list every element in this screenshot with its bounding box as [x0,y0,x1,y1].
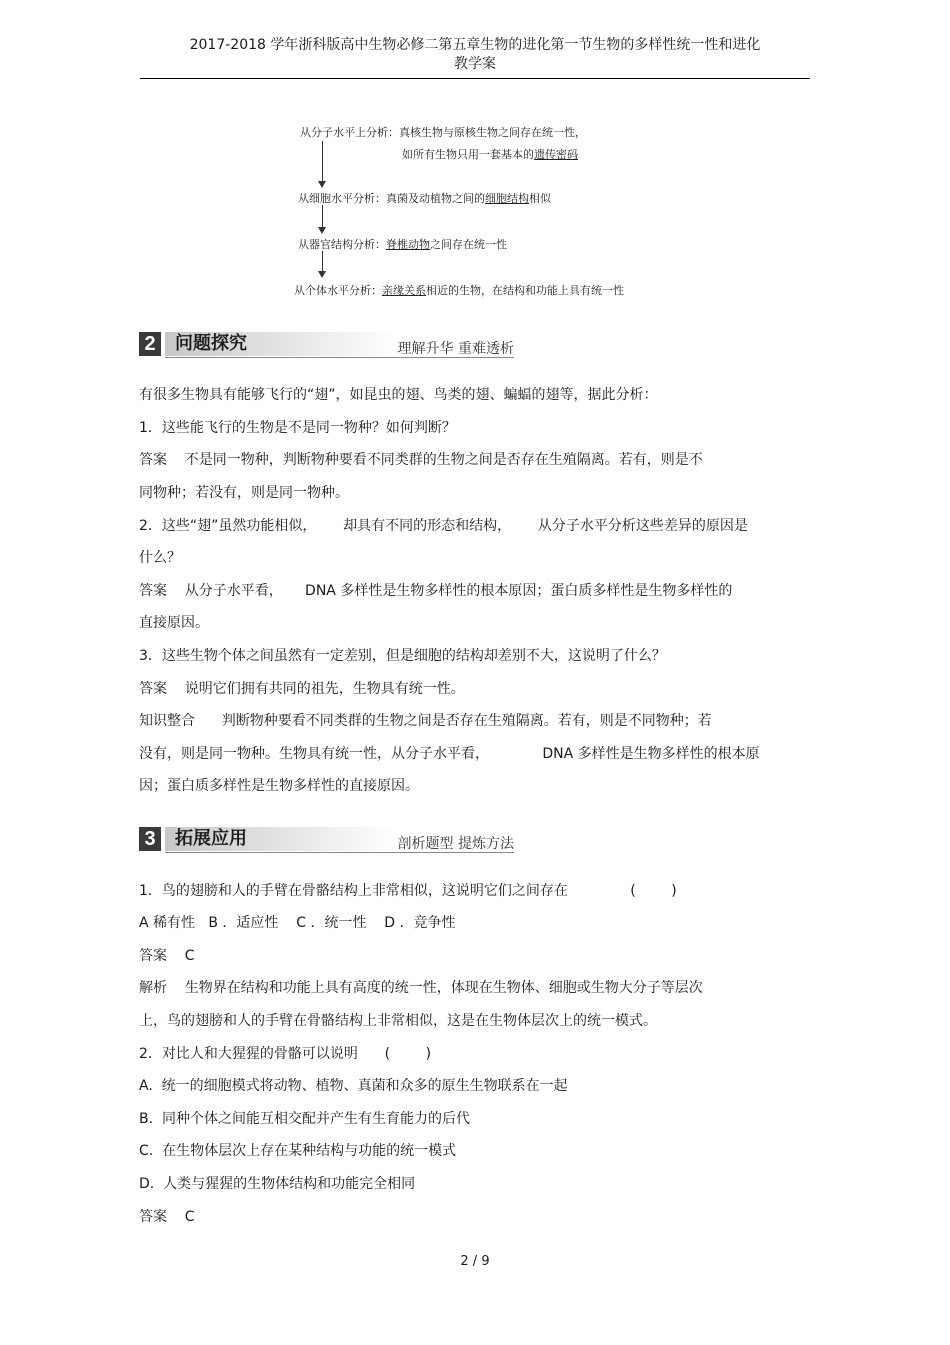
flow-step-molecular-example [402,146,578,162]
section-heading-inquiry [139,332,514,356]
option-line: D. 人类与猩猩的生物体结构和功能完全相同 [139,1176,416,1192]
flow-arrow-head [318,271,326,278]
flow-text: 从个体水平分析： [294,284,382,297]
summary-line: 知识整合 判断物种要看不同类群的生物之间是否存在生殖隔离。若有，则是不同物种；若 [139,713,712,729]
flow-arrow-line [322,251,323,273]
flow-text: 之间存在统一性 [430,238,507,251]
page-number: 2 / 9 [460,1254,490,1269]
question-line: 什么？ [139,550,181,566]
flow-arrow-head [318,181,326,188]
answer-line: 答案 从分子水平看， DNA 多样性是生物多样性的根本原因；蛋白质多样性是生物多样性的 [139,583,733,599]
flow-underline-term: 亲缘关系 [382,284,426,297]
section-heading-application [139,827,514,851]
flow-text: 从细胞水平分析：真菌及动植物之间的 [298,192,485,205]
answer-line: 答案 不是同一物种，判断物种要看不同类群的生物之间是否存在生殖隔离。若有，则是不 [139,452,703,468]
flow-text: 如所有生物只用一套基本的 [402,148,534,161]
summary-line: 没有，则是同一物种。生物具有统一性，从分子水平看， DNA 多样性是生物多样性的根本原 [139,746,760,762]
option-line: A 稀有性 B ．适应性 C ．统一性 D ．竞争性 [139,915,456,931]
answer-line: 答案 说明它们拥有共同的祖先，生物具有统一性。 [139,681,465,697]
flow-underline-term: 脊椎动物 [386,238,430,251]
analysis-line: 上，鸟的翅膀和人的手臂在骨骼结构上非常相似，这是在生物体层次上的统一模式。 [139,1013,657,1029]
question-line: 2．这些“翅”虽然功能相似， 却具有不同的形态和结构， 从分子水平分析这些差异的原因是 [139,518,748,534]
flow-underline-term: 细胞结构 [485,192,529,205]
answer-line: 答案 C [139,1209,195,1225]
section-rule [165,357,514,358]
question-line: 1．这些能飞行的生物是不是同一物种？如何判断？ [139,420,456,436]
section-number: 3 [139,827,161,851]
option-line: B. 同种个体之间能互相交配并产生有生育能力的后代 [139,1111,470,1127]
flow-step-individual [294,282,624,298]
section-subtitle: 理解升华 重难透析 [397,341,514,357]
question-line: 2．对比人和大猩猩的骨骼可以说明 ( ) [139,1046,432,1062]
section-subtitle: 剖析题型 提炼方法 [397,836,514,852]
question-line: 1．鸟的翅膀和人的手臂在骨骼结构上非常相似，这说明它们之间存在 ( ) [139,883,677,899]
flow-step-organ [298,236,507,252]
flow-arrow-line [322,205,323,229]
flow-step-cell [298,190,551,206]
text-line: 有很多生物具有能够飞行的“翅”，如昆虫的翅、鸟类的翅、蝙蝠的翅等，据此分析： [139,387,658,403]
answer-line: 答案 C [139,948,195,964]
flow-text: 从器官结构分析： [298,238,386,251]
flow-step-molecular: 从分子水平上分析：真核生物与原核生物之间存在统一性， [300,126,586,139]
page-header [140,36,810,74]
section-title: 拓展应用 [165,827,397,851]
flow-arrow-head [318,227,326,234]
answer-line: 同物种；若没有，则是同一物种。 [139,485,349,501]
option-line: A. 统一的细胞模式将动物、植物、真菌和众多的原生生物联系在一起 [139,1078,568,1094]
question-line: 3．这些生物个体之间虽然有一定差别，但是细胞的结构却差别不大，这说明了什么？ [139,648,666,664]
header-title-line1: 2017-2018 学年浙科版高中生物必修二第五章生物的进化第一节生物的多样性统一性和进化 [189,37,761,53]
section-number: 2 [139,332,161,356]
section-rule [165,852,514,853]
option-line: C. 在生物体层次上存在某种结构与功能的统一模式 [139,1143,457,1159]
flow-text: 相似 [529,192,551,205]
analysis-line: 解析 生物界在结构和功能上具有高度的统一性，体现在生物体、细胞或生物大分子等层次 [139,980,703,996]
header-title-line2: 教学案 [454,56,496,72]
answer-line: 直接原因。 [139,615,209,631]
section-title: 问题探究 [165,332,397,356]
header-divider [140,78,810,79]
flow-underline-term: 遗传密码 [534,148,578,161]
flow-text: 相近的生物，在结构和功能上具有统一性 [426,284,624,297]
flow-arrow-line [322,141,323,183]
summary-line: 因；蛋白质多样性是生物多样性的直接原因。 [139,778,419,794]
